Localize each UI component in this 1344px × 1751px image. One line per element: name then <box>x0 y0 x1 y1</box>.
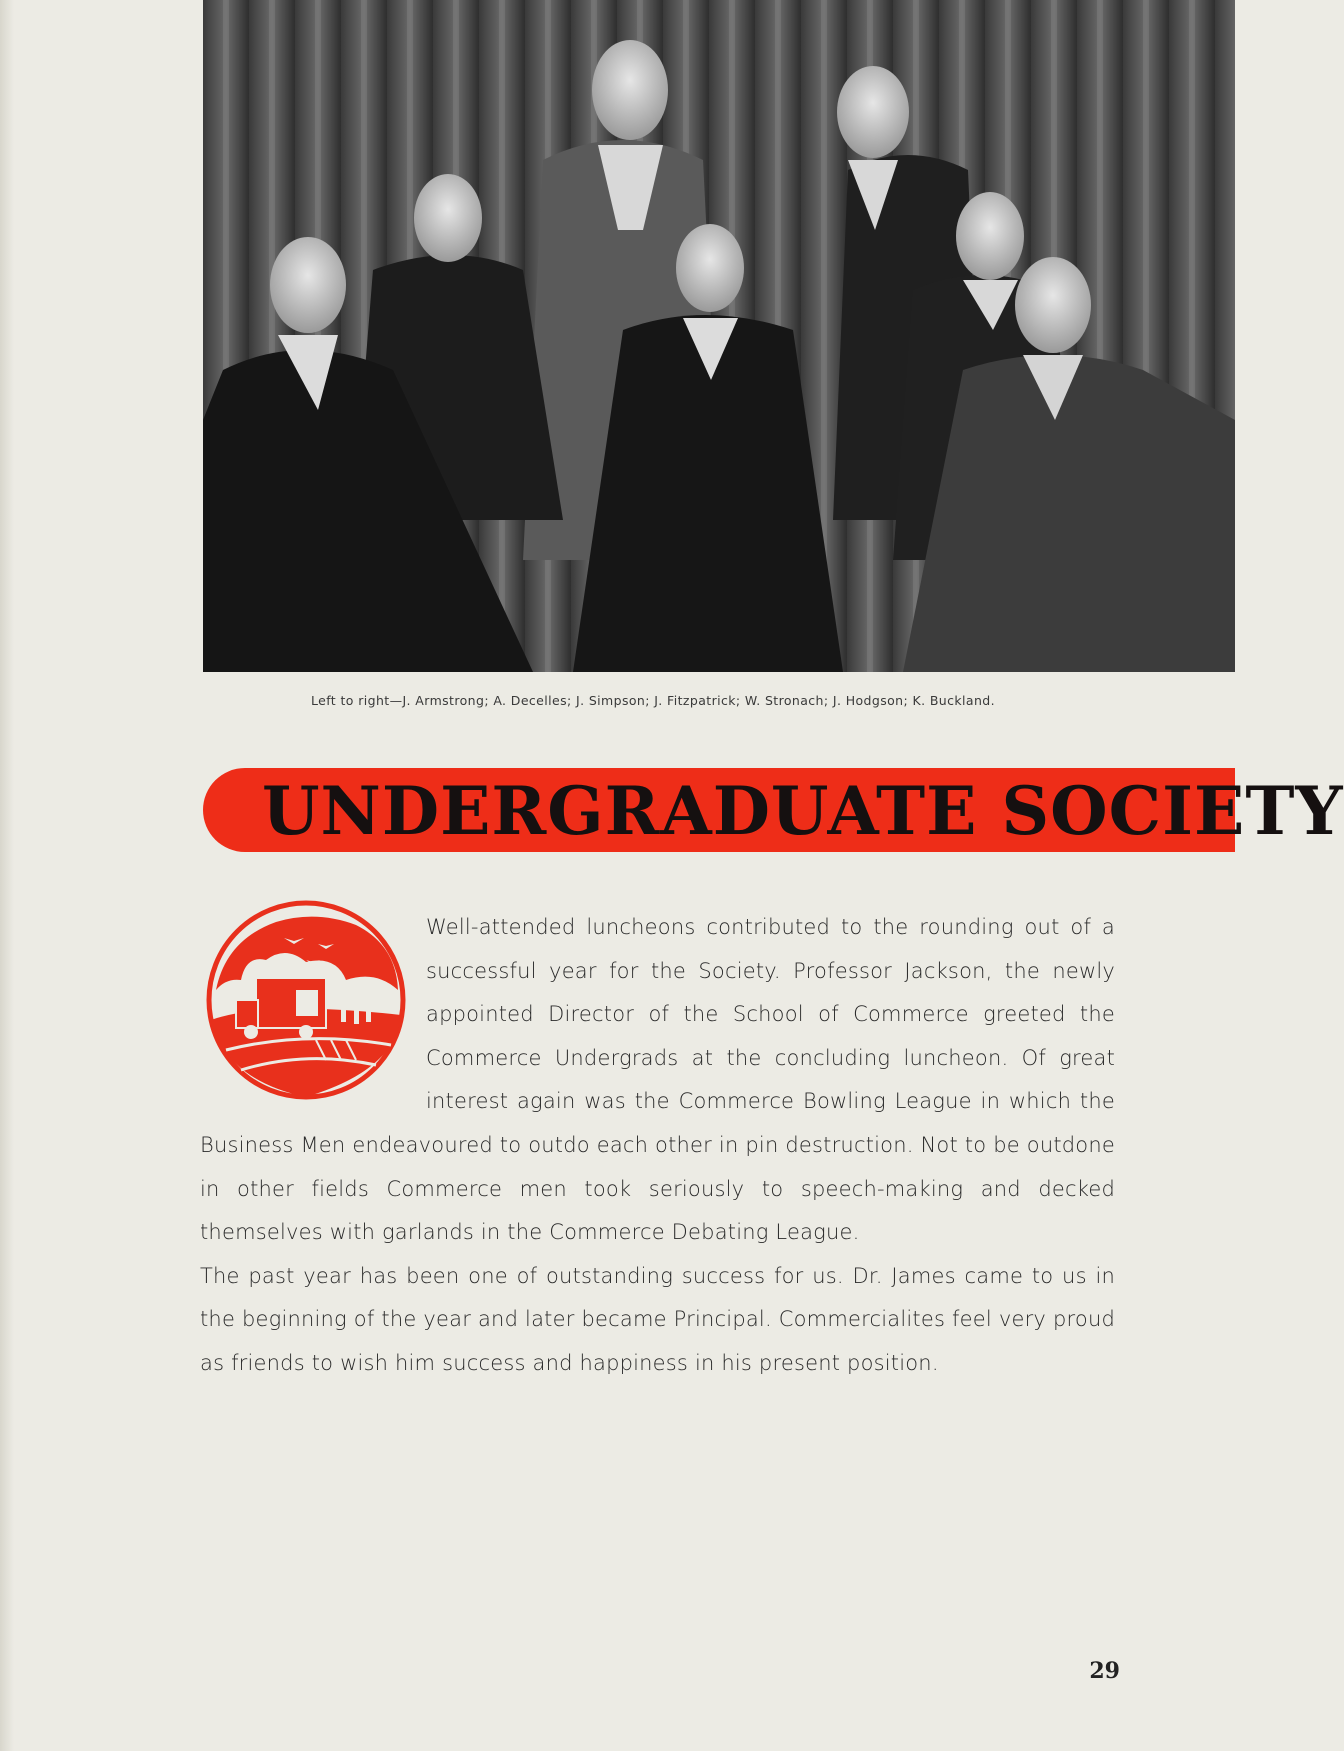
section-title: UNDERGRADUATE SOCIETY <box>262 772 1344 850</box>
emblem-spacer <box>200 906 426 1118</box>
paragraph-1: Well-attended luncheons contributed to the rounding out of a successful year for the Society. Professor Jackson, the newly appointed Director of the School of Commerce greeted the Commerce Undergrads at the concluding luncheon. Of great interest again was the Commerce Bowling League in which the Business Men endeavoured to outdo each other in pin destruction. Not to be outdone in other fields Commerce men took seriously to speech-making and decked themselves with garlands in the Commerce Debating League. <box>200 915 1115 1245</box>
group-portrait-photo <box>203 0 1235 672</box>
body-text <box>200 906 1115 1386</box>
paragraph-2: The past year has been one of outstanding success for us. Dr. James came to us in the beginning of the year and later became Principal. Commercialites feel very proud as friends to wish him success and happiness in his present position. <box>200 1263 1115 1375</box>
photo-caption: Left to right—J. Armstrong; A. Decelles; J. Simpson; J. Fitzpatrick; W. Stronach; J. Hodgson; K. Buckland. <box>310 693 995 708</box>
page-number: 29 <box>1089 1658 1120 1684</box>
page-edge <box>0 0 14 1751</box>
